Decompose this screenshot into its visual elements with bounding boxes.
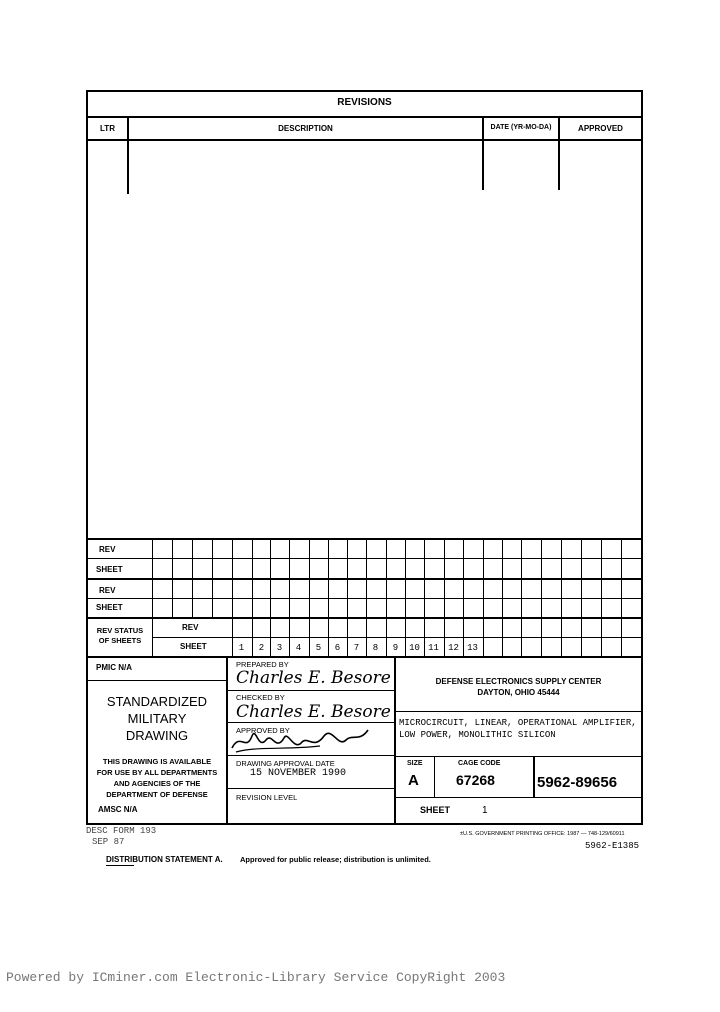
gpo-imprint: ±U.S. GOVERNMENT PRINTING OFFICE: 1987 — 748-129/60911 — [460, 831, 625, 837]
sheet-number: 1 — [482, 805, 488, 816]
sheet-number-cell: 1 — [238, 643, 245, 653]
sheet-number-cell: 5 — [315, 643, 322, 653]
size-value: A — [408, 772, 419, 789]
rev-row-label-2: REV — [99, 586, 116, 595]
drawing-description-line1: MICROCIRCUIT, LINEAR, OPERATIONAL AMPLIFIER, — [399, 718, 637, 728]
sheet-row-label-1: SHEET — [96, 565, 123, 574]
sheet-label: SHEET — [420, 805, 451, 815]
pmic-label: PMIC N/A — [96, 663, 132, 672]
col-approved-header: APPROVED — [578, 124, 623, 133]
sheet-number-cell: 13 — [467, 643, 478, 653]
prepared-by-label: PREPARED BY — [236, 660, 289, 669]
watermark: Powered by ICminer.com Electronic-Library Service CopyRight 2003 — [6, 970, 506, 985]
drawing-description-line2: LOW POWER, MONOLITHIC SILICON — [399, 730, 556, 740]
center-city: DAYTON, OHIO 45444 — [477, 688, 560, 697]
rev-status-label: REV STATUS OF SHEETS — [96, 626, 144, 645]
size-label: SIZE — [407, 760, 423, 767]
center-name: DEFENSE ELECTRONICS SUPPLY CENTER — [435, 677, 602, 686]
sheet-number-cell: 11 — [428, 643, 439, 653]
cage-code-value: 67268 — [456, 772, 495, 788]
standardized-military-drawing-title: STANDARDIZED MILITARY DRAWING — [106, 694, 208, 743]
form-number: DESC FORM 193 — [86, 826, 157, 836]
sheet-row-label-2: SHEET — [96, 603, 123, 612]
distribution-statement-label: DISTRIBUTION STATEMENT A. — [106, 855, 223, 864]
approved-by-label: APPROVED BY — [236, 726, 290, 735]
rev-status-sheet-label: SHEET — [180, 642, 207, 651]
revisions-title: REVISIONS — [337, 97, 392, 108]
form-date: SEP 87 — [92, 837, 125, 847]
sheet-number-cell: 8 — [372, 643, 379, 653]
sheet-number-cell: 9 — [392, 643, 399, 653]
approved-by-signature — [228, 722, 373, 756]
prepared-by-signature: Charles E. Besore — [236, 668, 391, 688]
sheet-number-cell: 10 — [409, 643, 420, 653]
approval-date-label: DRAWING APPROVAL DATE — [236, 759, 335, 768]
sheet-number-cell: 4 — [295, 643, 302, 653]
revision-level-label: REVISION LEVEL — [236, 793, 298, 802]
col-date-header: DATE (YR-MO-DA) — [490, 124, 552, 131]
cage-code-label: CAGE CODE — [458, 760, 501, 767]
drawing-number: 5962-89656 — [537, 774, 618, 791]
approval-date: 15 NOVEMBER 1990 — [250, 768, 347, 779]
checked-by-signature: Charles E. Besore — [236, 702, 391, 722]
sheet-number-cell: 6 — [334, 643, 341, 653]
rev-row-label-1: REV — [99, 545, 116, 554]
checked-by-label: CHECKED BY — [236, 693, 285, 702]
sheet-number-cell: 3 — [276, 643, 283, 653]
sheet-number-cell: 2 — [258, 643, 265, 653]
col-ltr-header: LTR — [100, 124, 115, 133]
sheet-number-cell: 7 — [353, 643, 360, 653]
document-code: 5962-E1385 — [585, 841, 640, 851]
sheet-number-cell: 12 — [448, 643, 459, 653]
col-description-header: DESCRIPTION — [278, 124, 333, 133]
distribution-statement-text: Approved for public release; distribution is unlimited. — [240, 855, 431, 864]
rev-status-rev-label: REV — [182, 623, 199, 632]
availability-statement: THIS DRAWING IS AVAILABLE FOR USE BY ALL DEPARTMENTS AND AGENCIES OF THE DEPARTMENT OF DEFENSE — [96, 757, 218, 799]
amsc-label: AMSC N/A — [98, 805, 138, 814]
